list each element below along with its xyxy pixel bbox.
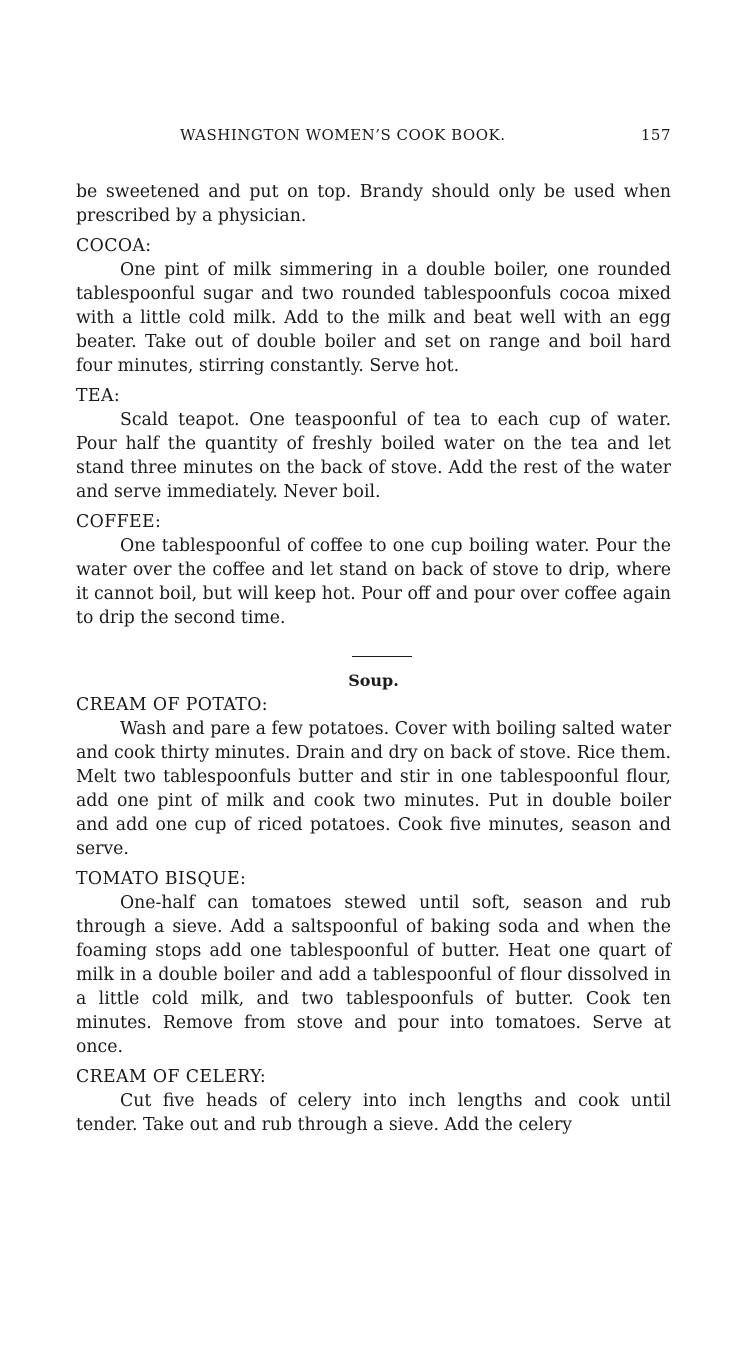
recipe-tea (76, 384, 671, 504)
book-page (76, 118, 671, 1137)
recipe-heading: CREAM OF CELERY: (76, 1067, 267, 1087)
section-title: Soup. (348, 671, 399, 690)
recipe-text: One tablespoonful of coffee to one cup boiling water. Pour the water over the coffee and let stand on back of stove to drip, where it cannot boil, but will keep hot. Pour off and pour over coffee again to drip the second time. (76, 536, 671, 628)
recipe-cream-of-potato (76, 693, 671, 861)
recipe-heading: COFFEE: (76, 512, 162, 532)
recipe-heading: TOMATO BISQUE: (76, 869, 247, 889)
recipe-cocoa (76, 234, 671, 378)
recipe-cream-of-celery (76, 1065, 671, 1137)
recipe-heading: CREAM OF POTATO: (76, 695, 268, 715)
book-title: WASHINGTON WOMEN’S COOK BOOK. (180, 126, 506, 144)
page-number: 157 (640, 126, 671, 144)
recipe-coffee (76, 510, 671, 630)
recipe-text: Wash and pare a few potatoes. Cover with boiling salted water and cook thirty minutes. Drain and dry on back of stove. Rice them. Melt two tablespoonfuls butter and stir in one tablespoonful flour, add one pint of milk and cook two minutes. Put in double boiler and add one cup of riced potatoes. Cook five minutes, season and serve. (76, 719, 671, 859)
section-divider (352, 656, 412, 657)
recipe-text: Cut five heads of celery into inch lengths and cook until tender. Take out and rub through a sieve. Add the celery (76, 1091, 671, 1135)
running-head (76, 118, 671, 152)
recipe-text: Scald teapot. One teaspoonful of tea to each cup of water. Pour half the quantity of freshly boiled water on the tea and let stand three minutes on the back of stove. Add the rest of the water and serve immediately. Never boil. (76, 410, 671, 502)
recipe-tomato-bisque (76, 867, 671, 1059)
recipe-text: One-half can tomatoes stewed until soft, season and rub through a sieve. Add a saltspoonful of baking soda and when the foaming stops add one tablespoonful of butter. Heat one quart of milk in a double boiler and add a tablespoonful of flour dissolved in a little cold milk, and two tablespoonfuls of butter. Cook ten minutes. Remove from stove and pour into tomatoes. Serve at once. (76, 893, 671, 1057)
intro-paragraph: be sweetened and put on top. Brandy should only be used when prescribed by a physician. (76, 182, 671, 226)
recipe-heading: COCOA: (76, 236, 152, 256)
recipe-text: One pint of milk simmering in a double boiler, one rounded tablespoonful sugar and two rounded tablespoonfuls cocoa mixed with a little cold milk. Add to the milk and beat well with an egg beater. Take out of double boiler and set on range and boil hard four minutes, stirring constantly. Serve hot. (76, 260, 671, 376)
recipe-heading: TEA: (76, 386, 121, 406)
